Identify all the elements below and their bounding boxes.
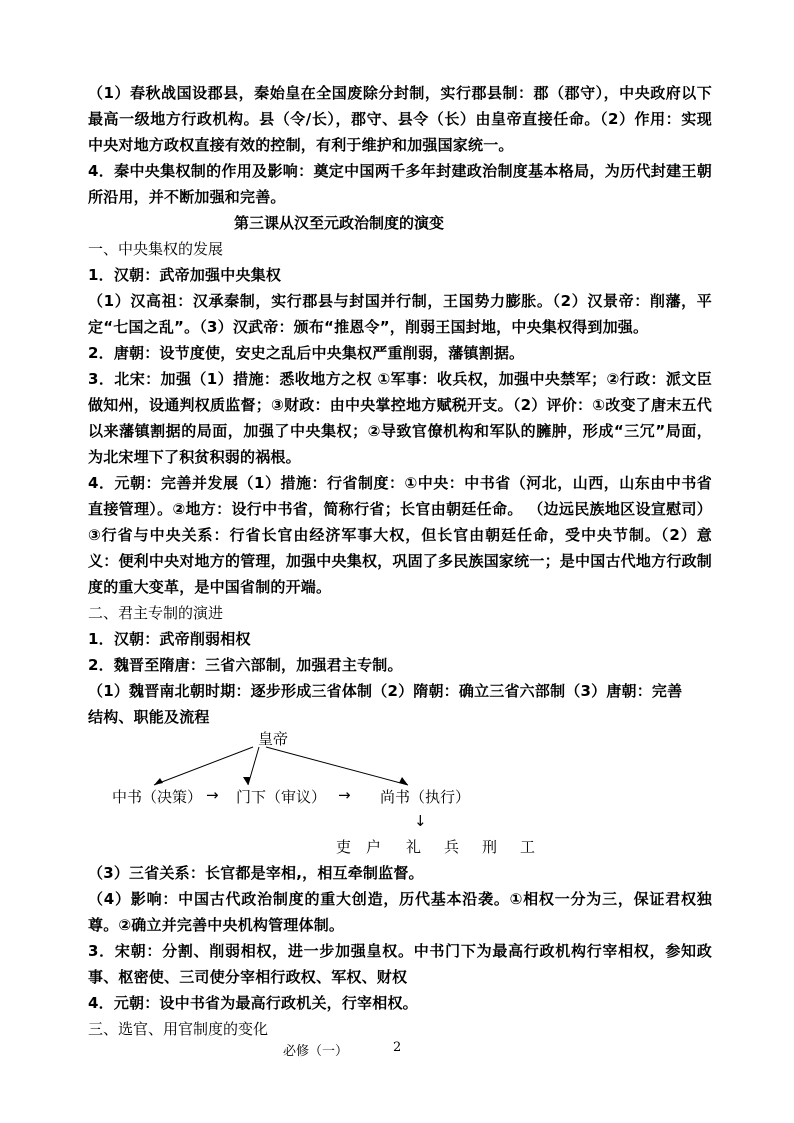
arrowhead <box>399 777 408 785</box>
ministry-label: 礼 <box>406 838 422 856</box>
arrowhead <box>243 777 250 785</box>
paragraph: 4．秦中央集权制的作用及影响：奠定中国两千多年封建政治制度基本格局，为历代封建王朝所沿用，并不断加强和完善。 <box>88 162 712 206</box>
paragraph: 2．魏晋至隋唐：三省六部制，加强君主专制。 <box>88 656 403 674</box>
ministry-label: 刑 <box>482 838 498 856</box>
arrow-emperor-to-shangshu <box>266 747 408 785</box>
section-heading: 一、中央集权的发展 <box>88 240 224 258</box>
page-footer <box>283 1040 402 1059</box>
paragraph: 4．元朝：完善并发展（1）措施：行省制度：①中央：中书省（河北，山西，山东由中书省直接管理）。②地方：设行中书省，简称行省；长官由朝廷任命。 （边远民族地区设宣慰司）③行省与中央关系：行省长官由经济军事大权，但长官由朝廷任命，受中央节制。（2）意义：便利中央对地方的管理，加强中央集权，巩固了多民族国家统一；是中国古代地方行政制度的重大变革，是中国省制的开端。 <box>88 474 712 596</box>
node-emperor: 皇帝 <box>258 730 289 748</box>
ministry-label: 吏 <box>336 838 352 856</box>
section-heading: 二、君主专制的演进 <box>88 604 224 622</box>
page-number: 2 <box>393 1040 402 1055</box>
paragraph: （3）三省关系：长官都是宰相,，相互牵制监督。 <box>88 864 424 882</box>
page-content <box>88 80 712 1042</box>
arrow-right-icon: → <box>338 786 351 804</box>
ministry-label: 兵 <box>444 838 460 856</box>
ministry-label: 户 <box>366 838 382 856</box>
node-menxia: 门下（审议） <box>236 788 327 806</box>
paragraph: 结构、职能及流程 <box>88 708 210 726</box>
paragraph: 3．北宋：加强（1）措施：悉收地方之权 ①军事：收兵权，加强中央禁军；②行政：派文臣做知州，设通判权质监督；③财政：由中央掌控地方赋税开支。（2）评价：①改变了唐末五代以来藩镇割据的局面，加强了中央集权；②导致官僚机构和军队的臃肿，形成“三冗”局面，为北宋埋下了积贫积弱的祸根。 <box>88 370 712 466</box>
arrow-emperor-to-menxia <box>248 747 259 785</box>
paragraph: 2．唐朝：设节度使，安史之乱后中央集权严重削弱，藩镇割据。 <box>88 344 525 362</box>
paragraph: （1）春秋战国设郡县，秦始皇在全国废除分封制，实行郡县制：郡（郡守），中央政府以下最高一级地方行政机构。县（令/长），郡守、县令（长）由皇帝直接任命。（2）作用：实现中央对地方政权直接有效的控制，有利于维护和加强国家统一。 <box>88 84 712 154</box>
arrow-down-icon: ↓ <box>414 812 427 830</box>
lesson-title: 第三课从汉至元政治制度的演变 <box>234 214 445 232</box>
paragraph: 1．汉朝：武帝加强中央集权 <box>88 266 282 284</box>
three-departments-diagram <box>88 730 712 860</box>
paragraph: 4．元朝：设中书省为最高行政机关，行宰相权。 <box>88 994 418 1012</box>
paragraph: （1）汉高祖：汉承秦制，实行郡县与封国并行制，王国势力膨胀。（2）汉景帝：削藩，平定“七国之乱”。（3）汉武帝：颁布“推恩令”，削弱王国封地，中央集权得到加强。 <box>88 292 712 336</box>
node-zhongshu: 中书（决策） <box>112 788 203 806</box>
paragraph: （4）影响：中国古代政治制度的重大创造，历代基本沿袭。①相权一分为三，保证君权独尊。②确立并完善中央机构管理体制。 <box>88 890 712 934</box>
arrow-right-icon: → <box>206 786 219 804</box>
arrowhead <box>154 778 163 785</box>
paragraph: （1）魏晋南北朝时期：逐步形成三省体制（2）隋朝：确立三省六部制（3）唐朝：完善 <box>88 682 683 700</box>
footer-label: 必修（一） <box>283 1044 349 1059</box>
paragraph: 3．宋朝：分割、削弱相权，进一步加强皇权。中书门下为最高行政机构行宰相权，参知政事、枢密使、三司使分宰相行政权、军权、财权 <box>88 942 712 986</box>
ministry-label: 工 <box>520 838 536 856</box>
section-heading: 三、选官、用官制度的变化 <box>88 1020 269 1038</box>
arrow-emperor-to-zhongshu <box>154 747 253 785</box>
node-shangshu: 尚书（执行） <box>380 788 471 806</box>
paragraph: 1．汉朝：武帝削弱相权 <box>88 630 251 648</box>
